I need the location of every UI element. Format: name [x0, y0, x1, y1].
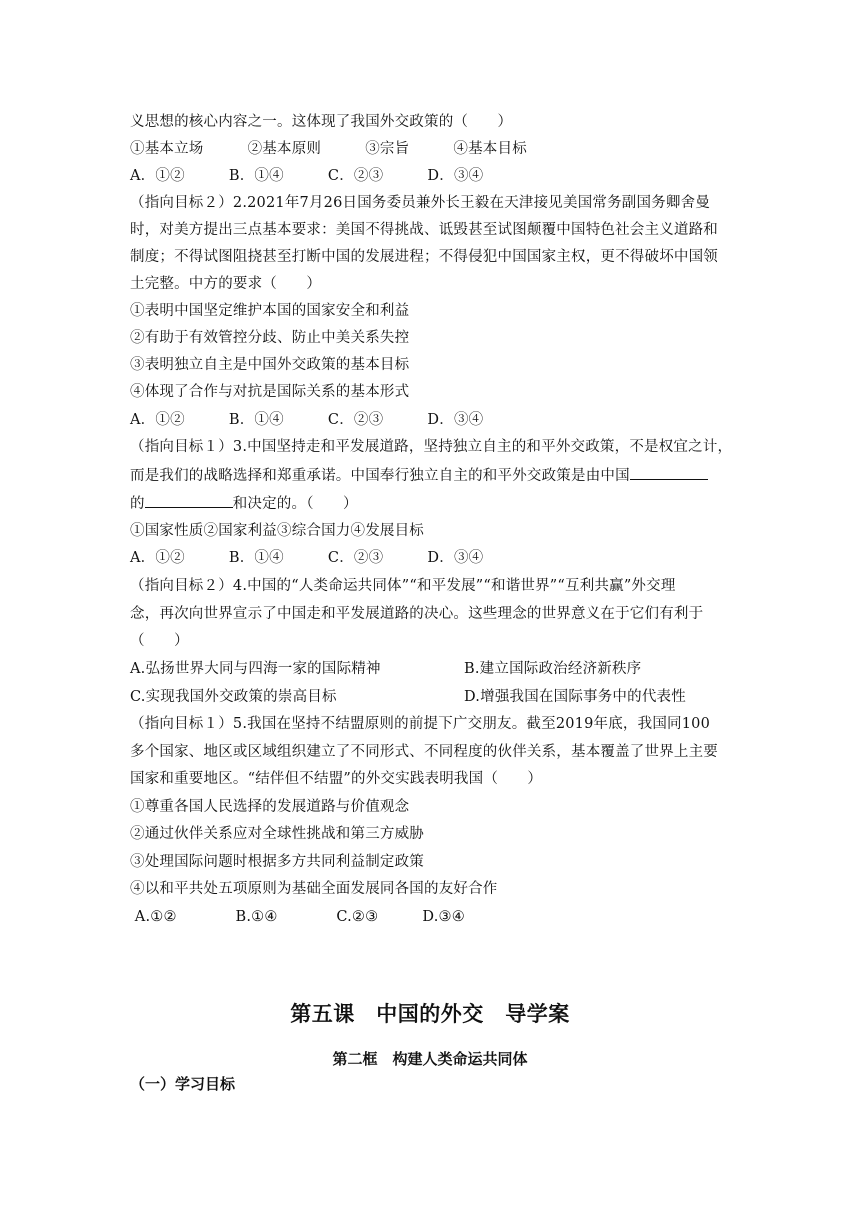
option-2: ②通过伙伴关系应对全球性挑战和第三方威胁 — [130, 826, 424, 842]
text-line: 义思想的核心内容之一。这体现了我国外交政策的（ ） — [130, 114, 513, 130]
text-line: 国家和重要地区。“结伴但不结盟”的外交实践表明我国（ ） — [130, 771, 543, 787]
options-line: ①基本立场 ②基本原则 ③宗旨 ④基本目标 — [130, 141, 527, 157]
option-d: D.增强我国在国际事务中的代表性 — [464, 689, 686, 705]
text-line: 土完整。中方的要求（ ） — [130, 276, 322, 292]
option-b: B.建立国际政治经济新秩序 — [464, 661, 642, 677]
text-line: 制度；不得试图阻挠甚至打断中国的发展进程；不得侵犯中国国家主权，更不得破坏中国领 — [130, 249, 718, 265]
option-4: ④体现了合作与对抗是国际关系的基本形式 — [130, 384, 410, 400]
answer-choices: A．①② B．①④ C．②③ D．③④ — [130, 550, 484, 566]
section-heading: （一）学习目标 — [130, 1075, 236, 1093]
answer-choices: A．①② B．①④ C．②③ D．③④ — [130, 168, 484, 184]
fill-blank — [145, 493, 233, 508]
lesson-subtitle: 第二框 构建人类命运共同体 — [332, 1050, 528, 1068]
text-line: 念，再次向世界宣示了中国走和平发展道路的决心。这些理念的世界意义在于它们有利于 — [130, 606, 704, 622]
question-5-line: （指向目标１）5.我国在坚持不结盟原则的前提下广交朋友。截至2019年底，我国同100 — [130, 716, 711, 732]
text-line: 多个国家、地区或区域组织建立了不同形式、不同程度的伙伴关系，基本覆盖了世界上主要 — [130, 744, 718, 760]
text-line — [130, 465, 708, 486]
option-4: ④以和平共处五项原则为基础全面发展同各国的友好合作 — [130, 881, 498, 897]
text-segment: 的 — [130, 496, 145, 512]
answer-choices: A.①② B.①④ C.②③ D.③④ — [130, 909, 465, 925]
text-segment: 而是我们的战略选择和郑重承诺。中国奉行独立自主的和平外交政策是由中国 — [130, 468, 630, 484]
question-2-line: （指向目标２）2.2021年7月26日国务委员兼外长王毅在天津接见美国常务副国务卿舍曼 — [130, 195, 711, 211]
text-line: （ ） — [130, 633, 189, 649]
option-3: ③表明独立自主是中国外交政策的基本目标 — [130, 357, 410, 373]
question-3-line: （指向目标１）3.中国坚持走和平发展道路，坚持独立自主的和平外交政策，不是权宜之计， — [130, 439, 733, 455]
text-segment: 和决定的。（ ） — [232, 496, 358, 512]
option-3: ③处理国际问题时根据多方共同利益制定政策 — [130, 854, 424, 870]
option-a: A.弘扬世界大同与四海一家的国际精神 — [130, 661, 381, 677]
answer-choices: A．①② B．①④ C．②③ D．③④ — [130, 412, 484, 428]
option-2: ②有助于有效管控分歧、防止中美关系失控 — [130, 330, 410, 346]
fill-blank — [630, 465, 708, 480]
option-1: ①尊重各国人民选择的发展道路与价值观念 — [130, 799, 410, 815]
question-4-line: （指向目标２）4.中国的“人类命运共同体”“和平发展”“和谐世界”“互利共赢”外交理 — [130, 578, 676, 594]
text-line: 时，对美方提出三点基本要求：美国不得挑战、诋毁甚至试图颠覆中国特色社会主义道路和 — [130, 222, 718, 238]
lesson-title: 第五课 中国的外交 导学案 — [290, 1002, 570, 1026]
options-line: ①国家性质②国家利益③综合国力④发展目标 — [130, 523, 424, 539]
option-c: C.实现我国外交政策的崇高目标 — [130, 689, 337, 705]
text-line — [130, 493, 358, 514]
option-1: ①表明中国坚定维护本国的国家安全和利益 — [130, 303, 410, 319]
